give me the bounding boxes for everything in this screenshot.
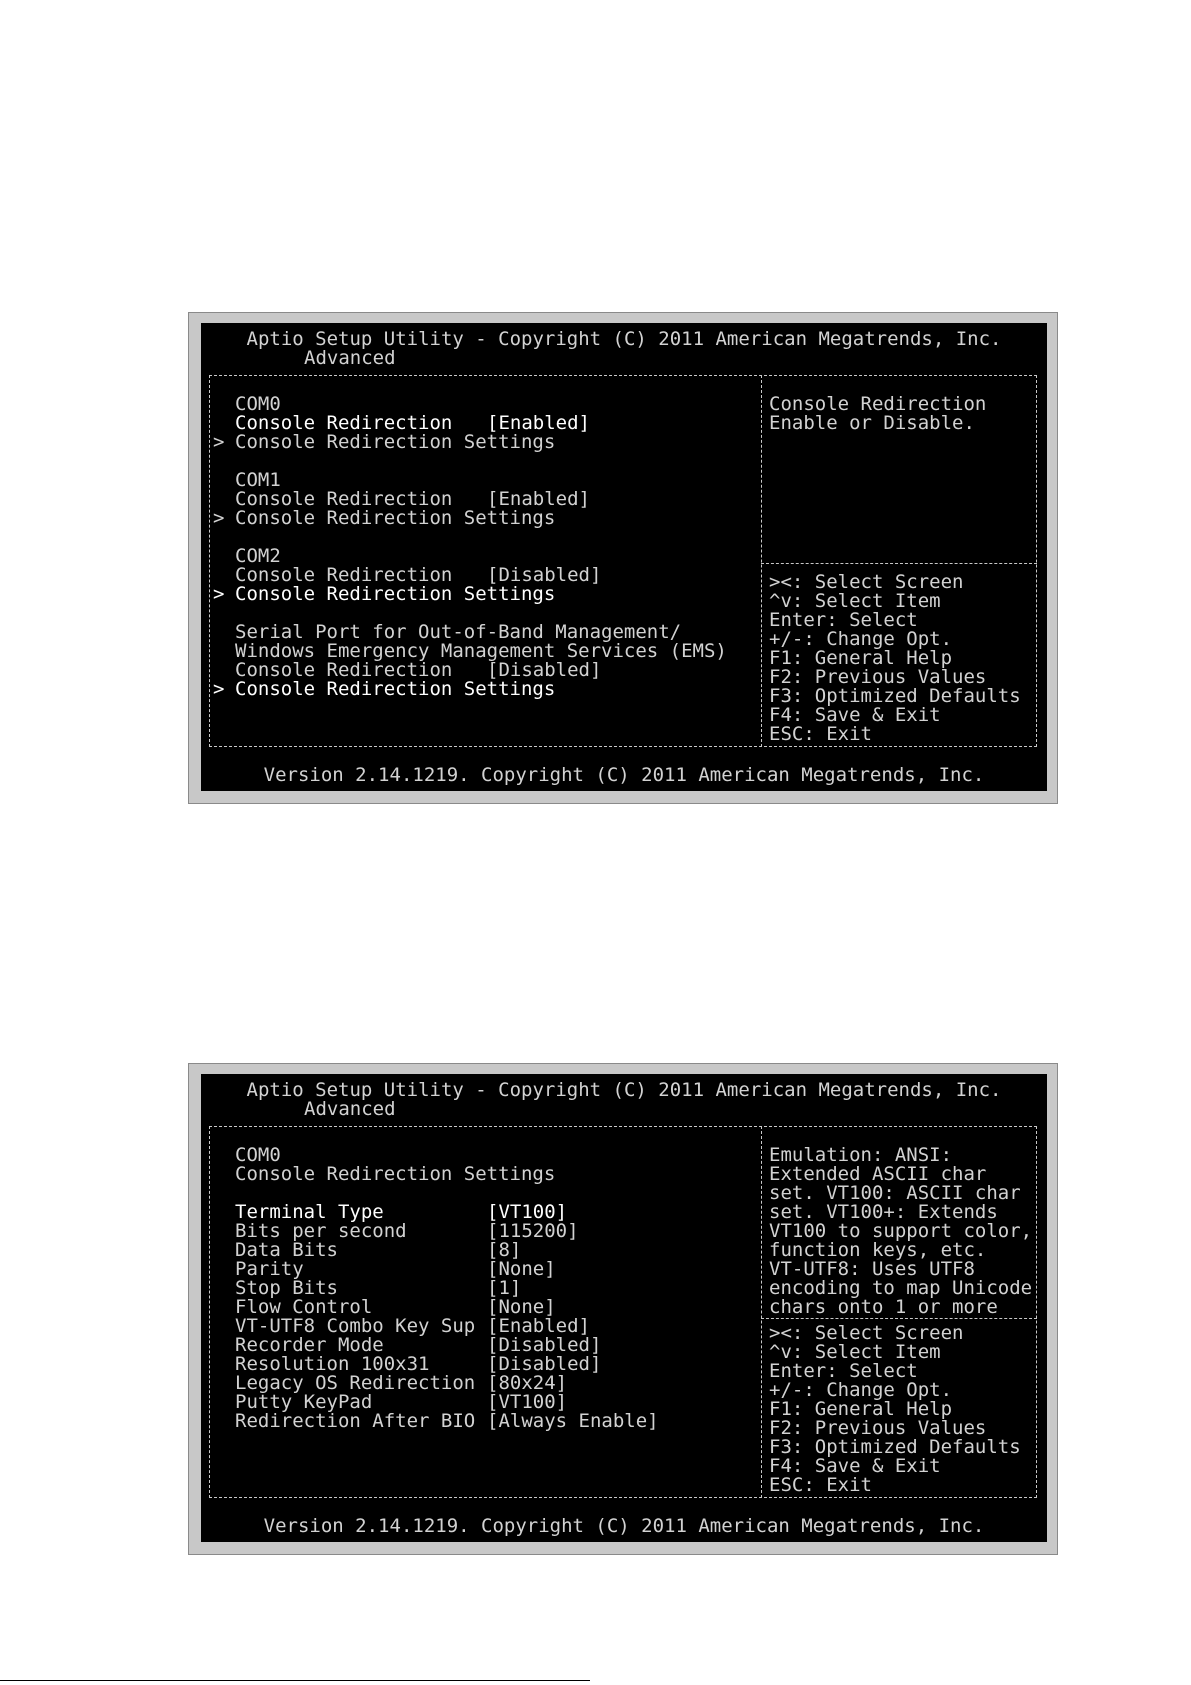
- key-hint: F4: Save & Exit: [769, 704, 941, 726]
- help-line: encoding to map Unicode: [769, 1277, 1033, 1299]
- setting-label: COM1: [235, 469, 281, 491]
- footer-version: Version 2.14.1219. Copyright (C) 2011 American Megatrends, Inc.: [263, 764, 985, 786]
- setting-label: Bits per second: [235, 1220, 407, 1242]
- setting-value[interactable]: [Enabled]: [487, 488, 590, 510]
- setting-value[interactable]: [Disabled]: [487, 564, 602, 586]
- submenu-arrow-icon: >: [213, 431, 225, 453]
- help-divider: [761, 563, 1037, 564]
- help-line: Emulation: ANSI:: [769, 1144, 953, 1166]
- key-hint: ESC: Exit: [769, 723, 872, 745]
- bios-console: [201, 1074, 1047, 1542]
- setting-value[interactable]: [None]: [487, 1296, 556, 1318]
- setting-value[interactable]: [8]: [487, 1239, 522, 1261]
- key-hint: F2: Previous Values: [769, 1417, 987, 1439]
- setting-value[interactable]: [Disabled]: [487, 1353, 602, 1375]
- key-hint: F3: Optimized Defaults: [769, 1436, 1021, 1458]
- setting-value[interactable]: [Disabled]: [487, 1334, 602, 1356]
- setting-label: Data Bits: [235, 1239, 338, 1261]
- setting-value[interactable]: [1]: [487, 1277, 522, 1299]
- bottom-divider: [209, 1497, 1037, 1498]
- setting-label: Console Redirection: [235, 412, 453, 434]
- setting-label: Console Redirection Settings: [235, 678, 556, 700]
- header-title: Aptio Setup Utility - Copyright (C) 2011 American Megatrends, Inc.: [246, 1079, 1002, 1101]
- help-line: chars onto 1 or more: [769, 1296, 998, 1318]
- spacer: [235, 452, 755, 471]
- top-divider: [209, 375, 1037, 376]
- key-legend: [769, 1324, 1021, 1495]
- bios-screen-2: [188, 1063, 1058, 1555]
- setting-label: Terminal Type: [235, 1201, 384, 1223]
- key-legend: [769, 573, 1021, 744]
- bios-screen-1: [188, 312, 1058, 804]
- key-hint: ^v: Select Item: [769, 1341, 941, 1363]
- setting-label: Console Redirection: [235, 564, 453, 586]
- submenu-arrow-icon: >: [213, 507, 225, 529]
- help-text: [769, 1146, 1037, 1317]
- top-divider: [209, 1126, 1037, 1127]
- setting-label: Console Redirection Settings: [235, 583, 556, 605]
- key-hint: +/-: Change Opt.: [769, 1379, 953, 1401]
- bios-console: [201, 323, 1047, 791]
- setting-row[interactable]: [213, 583, 755, 605]
- settings-list: [235, 1146, 755, 1431]
- spacer: [235, 528, 755, 547]
- setting-label: Legacy OS Redirection: [235, 1372, 476, 1394]
- setting-label: COM0: [235, 1144, 281, 1166]
- key-hint: +/-: Change Opt.: [769, 628, 953, 650]
- setting-label: Parity: [235, 1258, 304, 1280]
- setting-row[interactable]: [235, 1412, 755, 1431]
- key-hint: F3: Optimized Defaults: [769, 685, 1021, 707]
- setting-label: Serial Port for Out-of-Band Management/: [235, 621, 682, 643]
- setting-label: Resolution 100x31: [235, 1353, 430, 1375]
- tab-advanced[interactable]: Advanced: [304, 347, 396, 369]
- setting-value[interactable]: [Disabled]: [487, 659, 602, 681]
- tab-advanced[interactable]: Advanced: [304, 1098, 396, 1120]
- setting-label: Windows Emergency Management Services (EMS): [235, 640, 727, 662]
- pane-divider: [761, 1126, 762, 1498]
- setting-label: Console Redirection Settings: [235, 507, 556, 529]
- setting-label: COM0: [235, 393, 281, 415]
- key-hint: Enter: Select: [769, 609, 918, 631]
- key-hint: F1: General Help: [769, 1398, 953, 1420]
- help-text: [769, 395, 1037, 433]
- setting-row[interactable]: [213, 678, 755, 700]
- setting-label: Flow Control: [235, 1296, 373, 1318]
- help-line: set. VT100: ASCII char: [769, 1182, 1021, 1204]
- setting-value[interactable]: [Always Enable]: [487, 1410, 659, 1432]
- setting-value[interactable]: [115200]: [487, 1220, 579, 1242]
- setting-row: [235, 1165, 755, 1184]
- setting-label: VT-UTF8 Combo Key Sup: [235, 1315, 476, 1337]
- bottom-divider: [209, 746, 1037, 747]
- setting-value[interactable]: [80x24]: [487, 1372, 568, 1394]
- setting-label: COM2: [235, 545, 281, 567]
- help-line: VT-UTF8: Uses UTF8: [769, 1258, 975, 1280]
- setting-label: Console Redirection Settings: [235, 431, 556, 453]
- setting-label: Console Redirection: [235, 659, 453, 681]
- left-border: [209, 1126, 210, 1498]
- setting-label: Console Redirection: [235, 488, 453, 510]
- help-divider: [761, 1318, 1037, 1319]
- help-line: Extended ASCII char: [769, 1163, 987, 1185]
- setting-value[interactable]: [Enabled]: [487, 412, 590, 434]
- setting-value[interactable]: [None]: [487, 1258, 556, 1280]
- setting-row[interactable]: [213, 507, 755, 529]
- setting-label: Recorder Mode: [235, 1334, 384, 1356]
- key-hint: F4: Save & Exit: [769, 1455, 941, 1477]
- footer-version: Version 2.14.1219. Copyright (C) 2011 American Megatrends, Inc.: [263, 1515, 985, 1537]
- setting-value[interactable]: [VT100]: [487, 1391, 568, 1413]
- key-hint: ^v: Select Item: [769, 590, 941, 612]
- settings-list: [213, 393, 755, 700]
- setting-label: Redirection After BIO: [235, 1410, 476, 1432]
- key-hint: ESC: Exit: [769, 1474, 872, 1496]
- key-hint: ><: Select Screen: [769, 571, 964, 593]
- key-hint: ><: Select Screen: [769, 1322, 964, 1344]
- help-line: function keys, etc.: [769, 1239, 987, 1261]
- setting-label: Putty KeyPad: [235, 1391, 373, 1413]
- setting-label: Stop Bits: [235, 1277, 338, 1299]
- key-hint: Enter: Select: [769, 1360, 918, 1382]
- submenu-arrow-icon: >: [213, 678, 225, 700]
- setting-value[interactable]: [VT100]: [487, 1201, 568, 1223]
- key-hint: F1: General Help: [769, 647, 953, 669]
- submenu-arrow-icon: >: [213, 583, 225, 605]
- help-line: set. VT100+: Extends: [769, 1201, 998, 1223]
- help-line: Console Redirection: [769, 393, 987, 415]
- pane-divider: [761, 375, 762, 747]
- key-hint: F2: Previous Values: [769, 666, 987, 688]
- setting-label: Console Redirection Settings: [235, 1163, 556, 1185]
- left-border: [209, 375, 210, 747]
- setting-value[interactable]: [Enabled]: [487, 1315, 590, 1337]
- setting-row[interactable]: [213, 431, 755, 453]
- page-rule: [0, 1680, 590, 1681]
- help-line: Enable or Disable.: [769, 412, 975, 434]
- help-line: VT100 to support color,: [769, 1220, 1033, 1242]
- header-title: Aptio Setup Utility - Copyright (C) 2011 American Megatrends, Inc.: [246, 328, 1002, 350]
